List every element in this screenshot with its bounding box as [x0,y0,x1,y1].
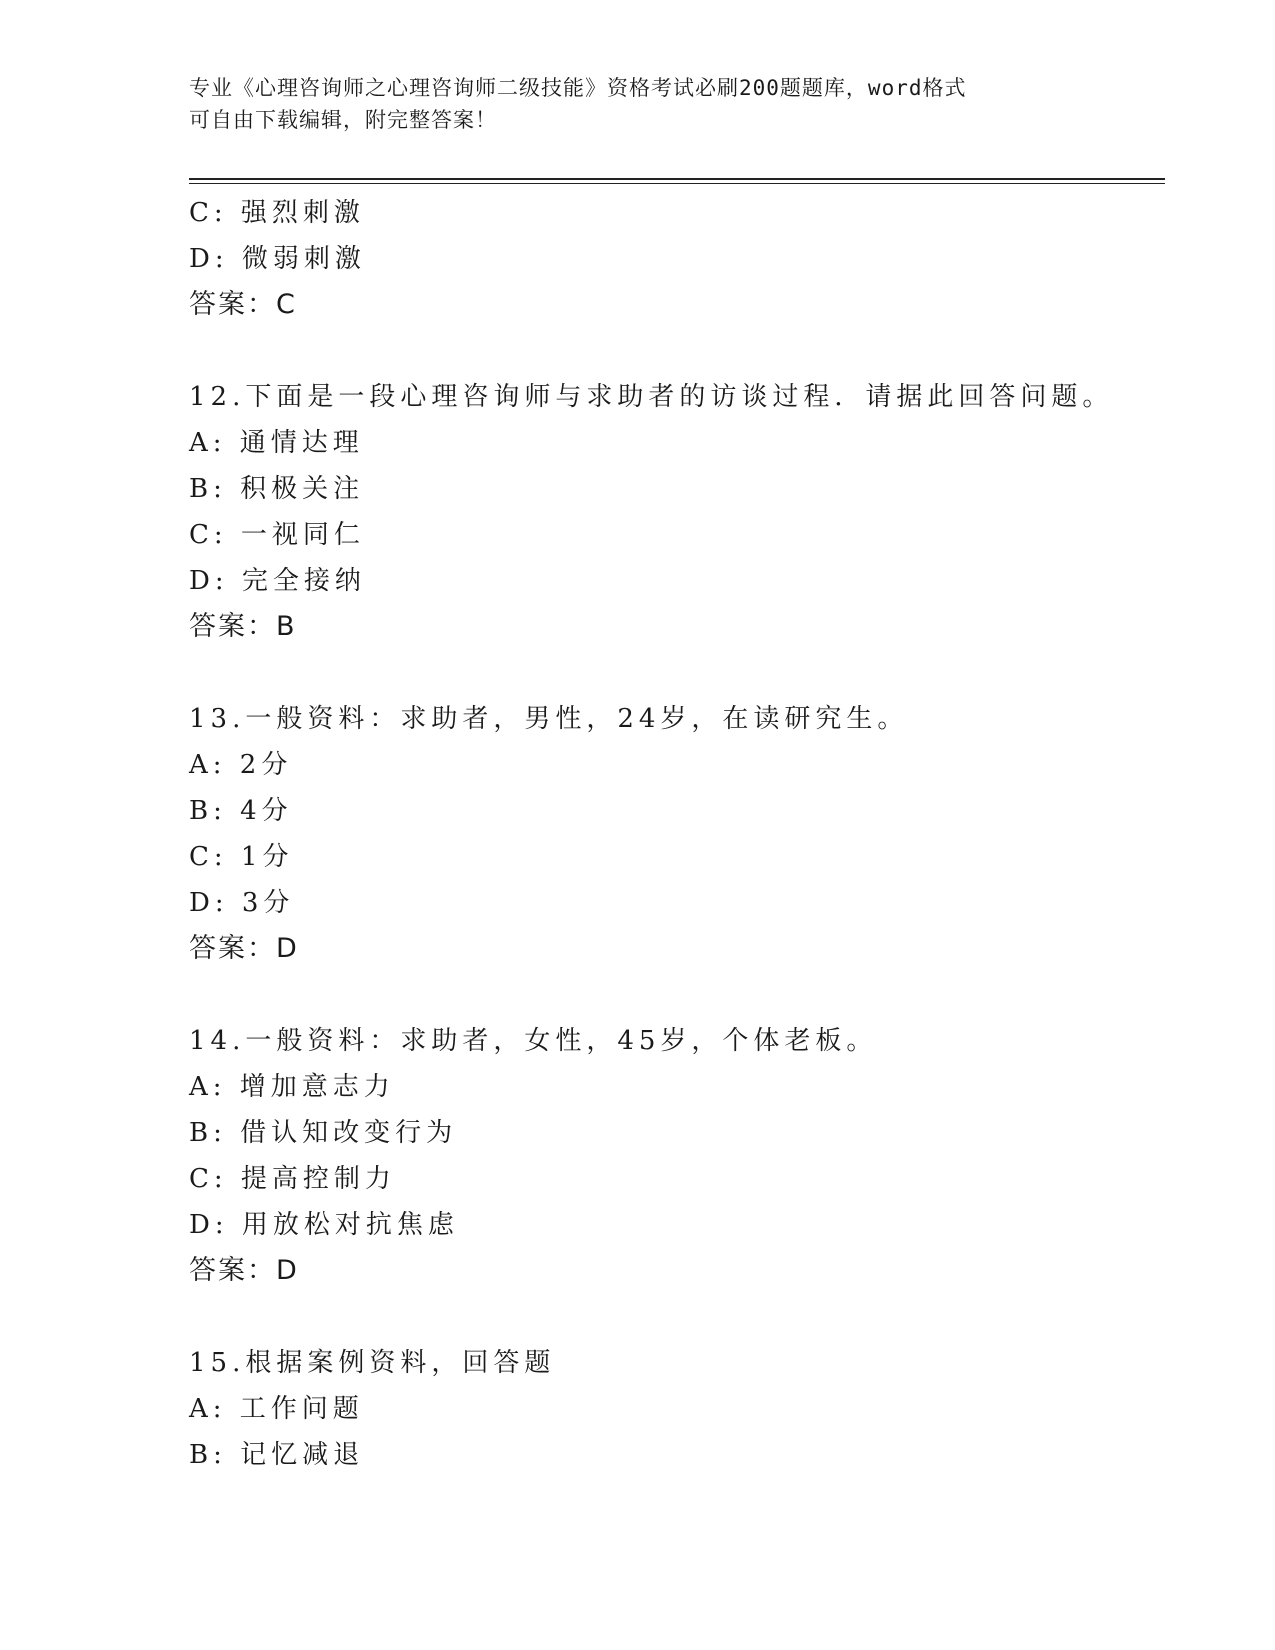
document-header [189,72,1069,136]
answer-line: 答案：B [189,611,297,642]
option-d: D: 微弱刺激 [189,244,366,274]
answer-line: 答案：D [189,1255,299,1286]
option-d: D: 用放松对抗焦虑 [189,1210,459,1240]
option-d: D: 完全接纳 [189,566,366,596]
header-divider-thick [189,178,1165,180]
option-c: C: 强烈刺激 [189,198,365,228]
question-block-15 [189,1340,1169,1478]
option-a: A: 增加意志力 [189,1072,395,1102]
option-a: A: 通情达理 [189,428,364,458]
question-block-14 [189,1018,1169,1294]
option-a: A: 工作问题 [189,1394,364,1424]
spacer [189,972,1169,1018]
question-block-13 [189,696,1169,972]
header-title-line-2: 可自由下载编辑，附完整答案！ [189,108,497,132]
option-a: A: 2分 [189,750,293,780]
header-title-line-1: 专业《心理咨询师之心理咨询师二级技能》资格考试必刷200题题库，word格式 [189,76,967,100]
option-c: C: 1分 [189,842,294,872]
option-b: B: 4分 [189,796,293,826]
spacer [189,650,1169,696]
spacer [189,1294,1169,1340]
option-b: B: 积极关注 [189,474,365,504]
spacer [189,328,1169,374]
question-stem: 13.一般资料：求助者，男性，24岁，在读研究生。 [189,704,909,734]
option-d: D: 3分 [189,888,295,918]
answer-line: 答案：D [189,933,299,964]
option-c: C: 一视同仁 [189,520,365,550]
option-c: C: 提高控制力 [189,1164,396,1194]
header-divider-thin [189,183,1165,184]
answer-line: 答案：C [189,289,297,320]
question-stem: 12.下面是一段心理咨询师与求助者的访谈过程．请据此回答问题。 [189,382,1114,412]
question-block-continued [189,190,1169,328]
option-b: B: 借认知改变行为 [189,1118,458,1148]
question-list [189,190,1169,1478]
question-stem: 15.根据案例资料，回答题 [189,1348,556,1378]
option-b: B: 记忆减退 [189,1440,365,1470]
question-stem: 14.一般资料：求助者，女性，45岁，个体老板。 [189,1026,878,1056]
question-block-12 [189,374,1169,650]
